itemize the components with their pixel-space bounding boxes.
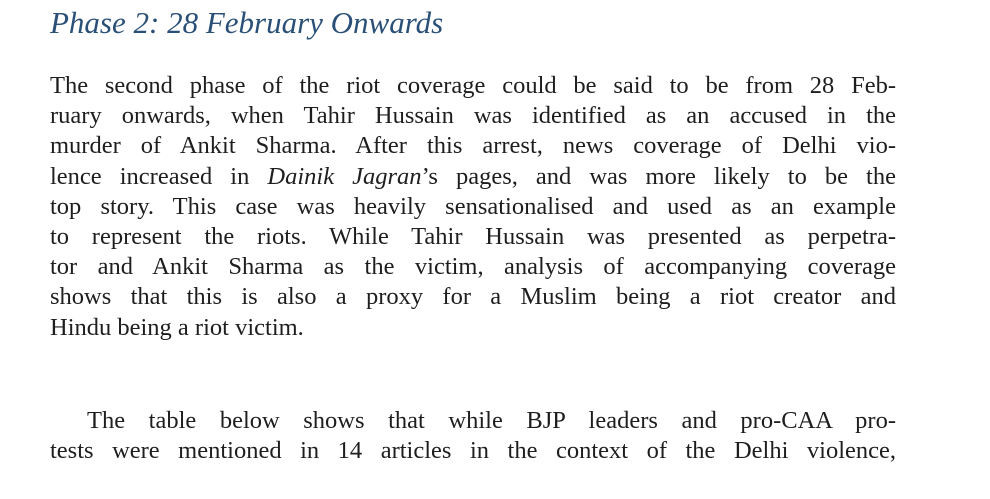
text-line: shows that this is also a proxy for a Muslim being a riot creator and: [50, 283, 896, 311]
text-line: tor and Ankit Sharma as the victim, analysis of accompanying coverage: [50, 253, 896, 281]
text-segment: lence increased in: [50, 162, 268, 190]
text-segment: ’s pages, and was more likely to be the: [421, 162, 896, 190]
text-line: The second phase of the riot coverage could be said to be from 28 Feb-: [50, 72, 896, 99]
text-line: Hindu being a riot victim.: [50, 313, 304, 341]
paragraph-phase-two-intro: [50, 71, 896, 343]
text-line-with-italic: [50, 162, 896, 192]
text-line: top story. This case was heavily sensationalised and used as an example: [50, 192, 896, 220]
section-heading: Phase 2: 28 February Onwards: [50, 5, 444, 40]
paragraph-table-intro: [50, 406, 896, 466]
newspaper-name: Dainik Jagran: [267, 162, 422, 190]
text-line: ruary onwards, when Tahir Hussain was identified as an accused in the: [50, 102, 896, 130]
text-line: tests were mentioned in 14 articles in the context of the Delhi violence,: [50, 437, 896, 465]
text-line: The table below shows that while BJP leaders and pro-CAA pro-: [87, 407, 896, 434]
text-line: to represent the riots. While Tahir Hussain was presented as perpetra-: [50, 222, 896, 250]
text-line: murder of Ankit Sharma. After this arrest, news coverage of Delhi vio-: [50, 132, 896, 160]
document-page: [50, 0, 896, 465]
